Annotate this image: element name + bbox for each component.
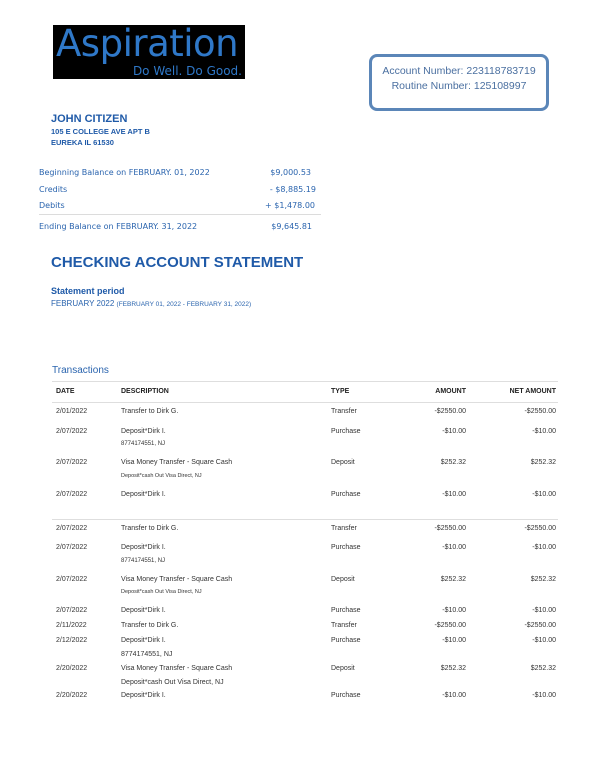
row-5-date: 2/07/2022: [56, 544, 88, 551]
row-2-amount: $252.32: [440, 459, 466, 466]
header-net-amount: NET AMOUNT: [509, 388, 556, 395]
credits-value: - $8,885.19: [269, 185, 316, 194]
row-2-net: $252.32: [530, 459, 556, 466]
customer-name: JOHN CITIZEN: [51, 113, 128, 125]
row-8-amount: -$2550.00: [434, 622, 466, 629]
row-1-description: Deposit*Dirk I.: [121, 428, 166, 435]
row-5-sub: 8774174551, NJ: [121, 558, 166, 564]
beginning-balance-value: $9,000.53: [270, 168, 311, 177]
header-description: DESCRIPTION: [121, 388, 169, 395]
row-6-sub: Deposit*cash Out Visa Direct, NJ: [121, 589, 202, 595]
row-6-type: Deposit: [331, 576, 355, 583]
row-11-net: -$10.00: [532, 692, 556, 699]
row-0-description: Transfer to Dirk G.: [121, 408, 179, 415]
row-0-net: -$2550.00: [524, 408, 556, 415]
statement-period-range: (FEBRUARY 01, 2022 - FEBRUARY 31, 2022): [116, 301, 252, 308]
beginning-balance-row: [39, 168, 319, 180]
statement-title: CHECKING ACCOUNT STATEMENT: [51, 254, 304, 271]
section-divider: [52, 519, 558, 520]
row-9-date: 2/12/2022: [56, 637, 88, 644]
address-line-1: 105 E COLLEGE AVE APT B: [51, 127, 150, 136]
transactions-title: Transactions: [52, 365, 109, 376]
table-top-border: [52, 381, 558, 382]
row-8-description: Transfer to Dirk G.: [121, 622, 179, 629]
row-5-type: Purchase: [331, 544, 361, 551]
row-2-date: 2/07/2022: [56, 459, 88, 466]
row-7-amount: -$10.00: [442, 607, 466, 614]
row-9-description: Deposit*Dirk I.: [121, 637, 166, 644]
row-10-description: Visa Money Transfer - Square Cash: [121, 665, 233, 672]
row-3-type: Purchase: [331, 491, 361, 498]
row-9-amount: -$10.00: [442, 637, 466, 644]
ending-balance-row: [39, 222, 319, 234]
row-9-type: Purchase: [331, 637, 361, 644]
row-8-date: 2/11/2022: [56, 622, 87, 629]
credits-label: Credits: [39, 185, 68, 194]
summary-divider: [39, 214, 321, 215]
row-5-description: Deposit*Dirk I.: [121, 544, 166, 551]
row-10-net: $252.32: [530, 665, 556, 672]
row-6-net: $252.32: [530, 576, 556, 583]
row-5-amount: -$10.00: [442, 544, 466, 551]
row-7-type: Purchase: [331, 607, 361, 614]
row-4-amount: -$2550.00: [434, 525, 466, 532]
row-4-description: Transfer to Dirk G.: [121, 525, 179, 532]
row-10-sub: Deposit*cash Out Visa Direct, NJ: [121, 679, 224, 686]
row-11-type: Purchase: [331, 692, 361, 699]
header-divider: [52, 402, 558, 403]
row-0-type: Transfer: [331, 408, 357, 415]
row-10-amount: $252.32: [440, 665, 466, 672]
row-11-date: 2/20/2022: [56, 692, 88, 699]
statement-period-month: FEBRUARY 2022: [51, 299, 115, 308]
aspiration-logo: [53, 22, 245, 79]
row-7-date: 2/07/2022: [56, 607, 88, 614]
row-1-sub: 8774174551, NJ: [121, 441, 166, 447]
row-6-amount: $252.32: [440, 576, 466, 583]
header-date: DATE: [56, 388, 75, 395]
debits-row: [39, 201, 319, 213]
row-8-net: -$2550.00: [524, 622, 556, 629]
row-2-description: Visa Money Transfer - Square Cash: [121, 459, 233, 466]
routine-number: Routine Number: 125108997: [391, 80, 527, 92]
row-3-date: 2/07/2022: [56, 491, 88, 498]
header-type: TYPE: [331, 388, 350, 395]
account-number: Account Number: 223118783719: [382, 65, 536, 77]
row-1-amount: -$10.00: [442, 428, 466, 435]
header-amount: AMOUNT: [435, 388, 466, 395]
row-1-date: 2/07/2022: [56, 428, 88, 435]
credits-row: [39, 185, 319, 197]
row-8-type: Transfer: [331, 622, 357, 629]
row-10-type: Deposit: [331, 665, 355, 672]
beginning-balance-label: Beginning Balance on FEBRUARY. 01, 2022: [39, 168, 210, 177]
row-4-date: 2/07/2022: [56, 525, 88, 532]
row-3-net: -$10.00: [532, 491, 556, 498]
row-7-description: Deposit*Dirk I.: [121, 607, 166, 614]
row-6-date: 2/07/2022: [56, 576, 88, 583]
row-2-sub: Deposit*cash Out Visa Direct, NJ: [121, 473, 202, 479]
logo-tagline: Do Well. Do Good.: [132, 64, 242, 78]
logo-wordmark: Aspiration: [56, 22, 239, 65]
row-6-description: Visa Money Transfer - Square Cash: [121, 576, 233, 583]
row-9-sub: 8774174551, NJ: [121, 651, 173, 658]
row-0-amount: -$2550.00: [434, 408, 466, 415]
row-1-type: Purchase: [331, 428, 361, 435]
row-2-type: Deposit: [331, 459, 355, 466]
address-line-2: EUREKA IL 61530: [51, 138, 114, 147]
ending-balance-label: Ending Balance on FEBRUARY. 31, 2022: [39, 222, 198, 231]
row-3-description: Deposit*Dirk I.: [121, 491, 166, 498]
row-4-net: -$2550.00: [524, 525, 556, 532]
row-3-amount: -$10.00: [442, 491, 466, 498]
row-10-date: 2/20/2022: [56, 665, 88, 672]
row-7-net: -$10.00: [532, 607, 556, 614]
row-11-amount: -$10.00: [442, 692, 466, 699]
ending-balance-value: $9,645.81: [271, 222, 312, 231]
debits-label: Debits: [39, 201, 65, 210]
debits-value: + $1,478.00: [265, 201, 315, 210]
row-9-net: -$10.00: [532, 637, 556, 644]
statement-period-label: Statement period: [51, 286, 125, 296]
account-info-box: [369, 54, 549, 111]
row-5-net: -$10.00: [532, 544, 556, 551]
row-0-date: 2/01/2022: [56, 408, 88, 415]
row-11-description: Deposit*Dirk I.: [121, 692, 166, 699]
row-1-net: -$10.00: [532, 428, 556, 435]
statement-period-value: [51, 299, 251, 308]
row-4-type: Transfer: [331, 525, 357, 532]
